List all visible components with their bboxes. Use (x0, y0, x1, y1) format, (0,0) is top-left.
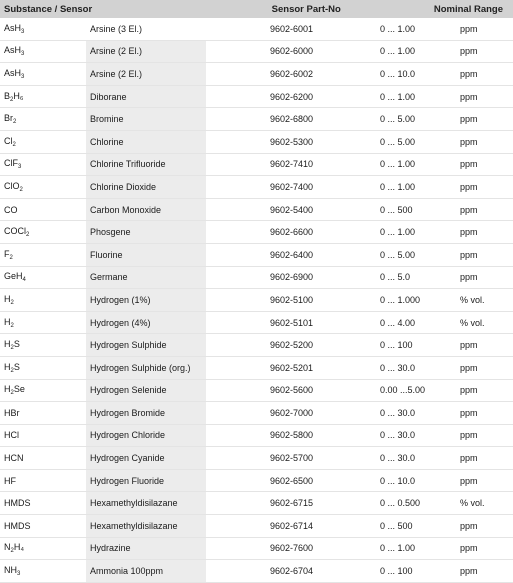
nominal-range: 0 ... 1.00 (380, 46, 416, 57)
table-row (0, 357, 513, 380)
range-unit: ppm (460, 68, 478, 79)
formula: Cl (4, 135, 13, 146)
part-number: 9602-5300 (270, 136, 314, 147)
table-row (0, 380, 513, 403)
formula: ClF (4, 158, 18, 169)
part-number: 9602-6001 (270, 23, 314, 34)
substance-name: Carbon Monoxide (90, 204, 162, 215)
table-row (0, 470, 513, 493)
formula-subscript: 2 (19, 186, 23, 193)
formula-cell (0, 384, 90, 396)
formula: H (4, 339, 11, 350)
part-number: 9602-6800 (270, 114, 314, 125)
nominal-range: 0 ... 5.00 (380, 136, 416, 147)
substance-name: Hexamethyldisilazane (90, 520, 178, 531)
formula-cell (0, 521, 90, 531)
formula: AsH (4, 67, 22, 78)
substance-name: Arsine (2 El.) (90, 68, 143, 79)
table-body (0, 18, 513, 583)
range-unit: ppm (460, 181, 478, 192)
part-number: 9602-5700 (270, 453, 314, 464)
formula: HMDS (4, 498, 31, 509)
range-unit: ppm (460, 136, 478, 147)
substance-name: Chlorine Dioxide (90, 181, 157, 192)
formula-subscript: 2 (10, 345, 14, 352)
part-number: 9602-6704 (270, 566, 314, 577)
table-row (0, 154, 513, 177)
substance-name: Diborane (90, 91, 127, 102)
part-number: 9602-6714 (270, 520, 314, 531)
nominal-range: 0 ... 30.0 (380, 430, 416, 441)
range-unit: % vol. (460, 317, 485, 328)
formula-cell (0, 565, 90, 577)
formula: HBr (4, 407, 20, 418)
nominal-range: 0 ... 5.00 (380, 249, 416, 260)
range-unit: ppm (460, 23, 478, 34)
part-number: 9602-5101 (270, 317, 314, 328)
formula: CO (4, 204, 18, 215)
formula-tail: Se (13, 384, 25, 395)
nominal-range: 0 ... 100 (380, 566, 413, 577)
range-unit: ppm (460, 204, 478, 215)
substance-name: Hexamethyldisilazane (90, 498, 178, 509)
formula-subscript: 2 (10, 96, 14, 103)
nominal-range: 0 ... 1.00 (380, 543, 416, 554)
range-unit: % vol. (460, 294, 485, 305)
substance-name: Ammonia 100ppm (90, 566, 164, 577)
formula: H (4, 361, 11, 372)
formula-cell (0, 317, 90, 329)
formula: NH (4, 565, 17, 576)
formula-cell (0, 91, 90, 103)
nominal-range: 0 ... 5.00 (380, 114, 416, 125)
formula: Br (4, 113, 13, 124)
formula-cell (0, 249, 90, 261)
range-unit: ppm (460, 362, 478, 373)
formula: HF (4, 475, 16, 486)
nominal-range: 0 ... 1.00 (380, 159, 416, 170)
table-row (0, 560, 513, 583)
substance-name: Hydrogen Cyanide (90, 453, 165, 464)
formula: COCl (4, 226, 26, 237)
nominal-range: 0 ... 30.0 (380, 362, 416, 373)
part-number: 9602-7600 (270, 543, 314, 554)
formula-subscript: 2 (10, 367, 14, 374)
part-number: 9602-6000 (270, 46, 314, 57)
substance-name: Chlorine (90, 136, 124, 147)
nominal-range: 0 ... 30.0 (380, 407, 416, 418)
nominal-range: 0.00 ...5.00 (380, 385, 426, 396)
part-number: 9602-6002 (270, 68, 314, 79)
formula: HCl (4, 430, 19, 441)
range-unit: ppm (460, 249, 478, 260)
formula-subscript: 3 (18, 164, 22, 171)
substance-name: Hydrogen Sulphide (90, 340, 167, 351)
table-row (0, 538, 513, 561)
substance-name: Arsine (3 El.) (90, 23, 143, 34)
formula-subscript: 3 (21, 51, 25, 58)
part-number: 9602-5100 (270, 294, 314, 305)
part-number: 9602-5800 (270, 430, 314, 441)
formula-cell (0, 339, 90, 351)
formula: AsH (4, 45, 22, 56)
part-number: 9602-6715 (270, 498, 314, 509)
table-row (0, 176, 513, 199)
table-row (0, 18, 513, 41)
formula-cell (0, 226, 90, 238)
substance-name: Hydrogen Selenide (90, 385, 167, 396)
range-unit: ppm (460, 453, 478, 464)
part-number: 9602-5600 (270, 385, 314, 396)
range-unit: ppm (460, 91, 478, 102)
substance-name: Hydrogen (4%) (90, 317, 151, 328)
formula-subscript: 2 (12, 141, 16, 148)
table-row (0, 86, 513, 109)
formula-cell (0, 45, 90, 57)
formula-subscript: 3 (21, 28, 25, 35)
formula-subscript: 2 (26, 232, 30, 239)
part-number: 9602-6600 (270, 227, 314, 238)
part-number: 9602-5200 (270, 340, 314, 351)
header-substance: Substance / Sensor (4, 3, 93, 15)
formula-cell (0, 136, 90, 148)
nominal-range: 0 ... 5.0 (380, 272, 411, 283)
formula-subscript: 3 (17, 571, 21, 578)
part-number: 9602-5201 (270, 362, 314, 373)
nominal-range: 0 ... 100 (380, 340, 413, 351)
range-unit: ppm (460, 159, 478, 170)
formula-subscript: 3 (21, 73, 25, 80)
formula-cell (0, 68, 90, 80)
formula-cell (0, 476, 90, 486)
nominal-range: 0 ... 1.00 (380, 227, 416, 238)
formula-cell (0, 271, 90, 283)
range-unit: ppm (460, 227, 478, 238)
formula: GeH (4, 271, 23, 282)
range-unit: ppm (460, 272, 478, 283)
table-row (0, 312, 513, 335)
part-number: 9602-7400 (270, 181, 314, 192)
formula: HCN (4, 453, 24, 464)
formula-cell (0, 430, 90, 440)
range-unit: ppm (460, 46, 478, 57)
nominal-range: 0 ... 1.00 (380, 23, 416, 34)
nominal-range: 0 ... 0.500 (380, 498, 421, 509)
range-unit: ppm (460, 475, 478, 486)
substance-name: Germane (90, 272, 128, 283)
table-row (0, 492, 513, 515)
part-number: 9602-5400 (270, 204, 314, 215)
formula-cell (0, 453, 90, 463)
formula: H (4, 293, 11, 304)
formula: N (4, 542, 11, 553)
formula: AsH (4, 22, 22, 33)
formula-cell (0, 158, 90, 170)
formula-cell (0, 205, 90, 215)
table-row (0, 41, 513, 64)
part-number: 9602-6900 (270, 272, 314, 283)
range-unit: ppm (460, 407, 478, 418)
formula-tail: H₄ (13, 542, 25, 553)
range-unit: % vol. (460, 498, 485, 509)
substance-name: Chlorine Trifluoride (90, 159, 166, 170)
range-unit: ppm (460, 340, 478, 351)
substance-name: Fluorine (90, 249, 123, 260)
table-row (0, 515, 513, 538)
nominal-range: 0 ... 500 (380, 520, 413, 531)
table-row (0, 425, 513, 448)
range-unit: ppm (460, 385, 478, 396)
nominal-range: 0 ... 10.0 (380, 68, 416, 79)
table-row (0, 334, 513, 357)
formula-cell (0, 23, 90, 35)
formula-subscript: 2 (10, 390, 14, 397)
substance-name: Phosgene (90, 227, 131, 238)
range-unit: ppm (460, 114, 478, 125)
nominal-range: 0 ... 10.0 (380, 475, 416, 486)
formula-cell (0, 362, 90, 374)
range-unit: ppm (460, 543, 478, 554)
table-header (0, 0, 513, 18)
part-number: 9602-6200 (270, 91, 314, 102)
part-number: 9602-6400 (270, 249, 314, 260)
nominal-range: 0 ... 1.000 (380, 294, 421, 305)
substance-name: Hydrogen Chloride (90, 430, 166, 441)
nominal-range: 0 ... 1.00 (380, 91, 416, 102)
substance-name: Hydrogen Fluoride (90, 475, 165, 486)
formula: B (4, 90, 11, 101)
substance-name: Hydrogen Bromide (90, 407, 166, 418)
formula: F (4, 248, 10, 259)
nominal-range: 0 ... 500 (380, 204, 413, 215)
formula-subscript: 2 (9, 254, 13, 261)
substance-name: Bromine (90, 114, 124, 125)
substance-name: Hydrazine (90, 543, 131, 554)
table-row (0, 108, 513, 131)
nominal-range: 0 ... 30.0 (380, 453, 416, 464)
formula: H (4, 316, 11, 327)
table-row (0, 221, 513, 244)
formula-cell (0, 181, 90, 193)
table-row (0, 447, 513, 470)
formula-cell (0, 294, 90, 306)
substance-name: Hydrogen (1%) (90, 294, 151, 305)
table-row (0, 402, 513, 425)
table-row (0, 63, 513, 86)
formula-tail: S (13, 361, 20, 372)
substance-name: Hydrogen Sulphide (org.) (90, 362, 191, 373)
part-number: 9602-6500 (270, 475, 314, 486)
table-row (0, 289, 513, 312)
range-unit: ppm (460, 566, 478, 577)
formula: H (4, 384, 11, 395)
part-number: 9602-7410 (270, 159, 314, 170)
table-row (0, 267, 513, 290)
range-unit: ppm (460, 430, 478, 441)
formula: ClO (4, 180, 20, 191)
formula-tail: H₆ (13, 90, 24, 101)
formula-subscript: 2 (10, 322, 14, 329)
formula-cell (0, 113, 90, 125)
nominal-range: 0 ... 1.00 (380, 181, 416, 192)
table-row (0, 131, 513, 154)
header-part-no: Sensor Part-No (271, 3, 341, 15)
formula-cell (0, 498, 90, 508)
nominal-range: 0 ... 4.00 (380, 317, 416, 328)
formula-subscript: 2 (10, 299, 14, 306)
formula: HMDS (4, 520, 31, 531)
formula-subscript: 4 (22, 277, 26, 284)
formula-tail: S (13, 339, 20, 350)
header-nominal-range: Nominal Range (433, 3, 504, 15)
formula-cell (0, 408, 90, 418)
formula-cell (0, 542, 90, 554)
table-row (0, 244, 513, 267)
range-unit: ppm (460, 520, 478, 531)
part-number: 9602-7000 (270, 407, 314, 418)
table-row (0, 199, 513, 222)
formula-subscript: 2 (13, 119, 17, 126)
formula-subscript: 2 (10, 548, 14, 555)
substance-name: Arsine (2 El.) (90, 46, 143, 57)
